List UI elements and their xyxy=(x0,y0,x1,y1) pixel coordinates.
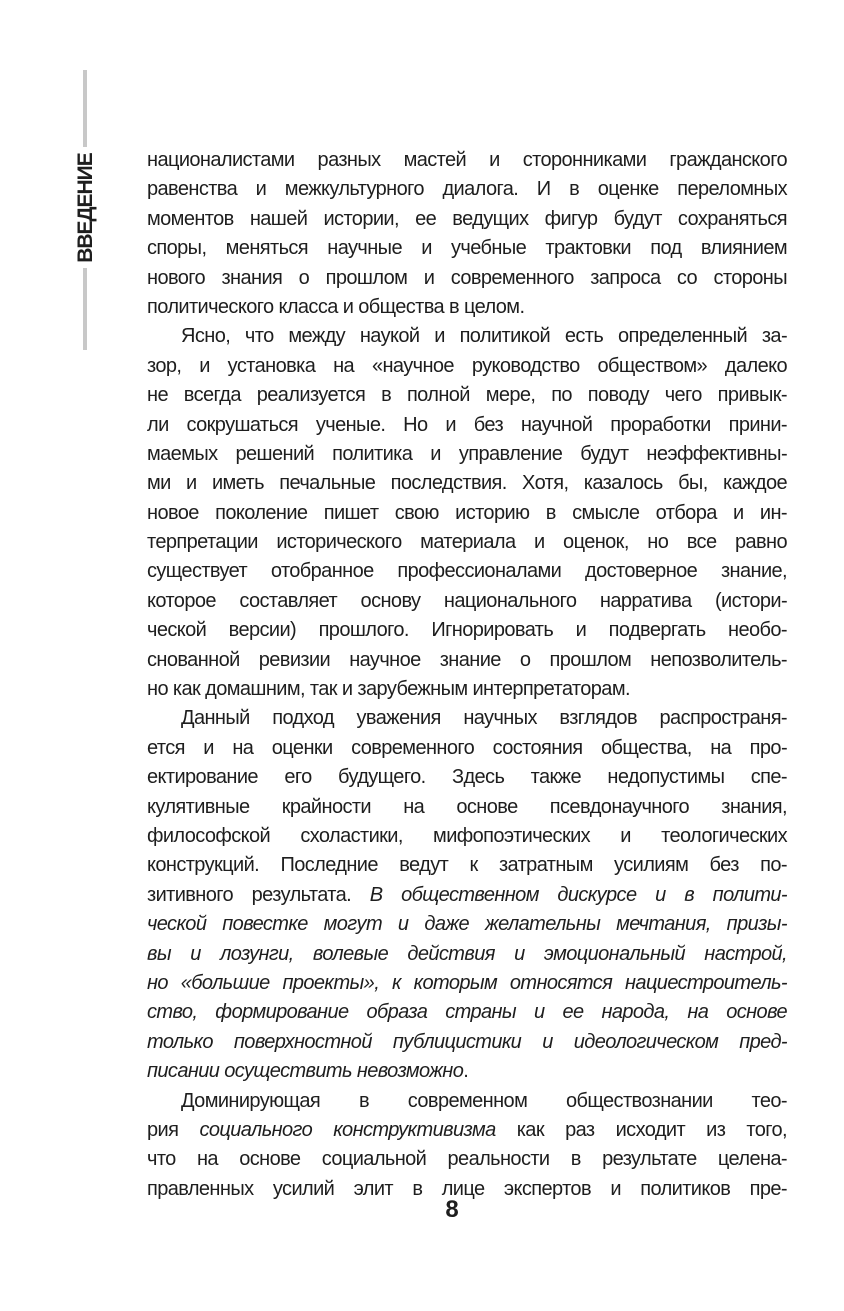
text-segment: зор, и установка на «научное руководство обществом» далеко xyxy=(147,354,787,377)
section-divider-top xyxy=(83,70,87,147)
text-line xyxy=(147,763,787,792)
text-segment: рия xyxy=(147,1118,200,1141)
text-line xyxy=(147,411,787,440)
text-line xyxy=(147,234,787,263)
section-divider-bottom xyxy=(83,268,87,350)
text-segment: конструкций. Последние ведут к затратным усилиям без по- xyxy=(147,854,787,877)
text-line xyxy=(147,146,787,175)
text-line xyxy=(147,352,787,381)
text-segment: не всегда реализуется в полной мере, по поводу чего привык- xyxy=(147,384,787,407)
text-line xyxy=(147,1087,787,1116)
page-number: 8 xyxy=(445,1196,459,1223)
text-line xyxy=(147,557,787,586)
text-segment: Данный подход уважения научных взглядов распространя- xyxy=(181,707,787,730)
text-segment: Доминирующая в современном обществознании тео- xyxy=(181,1089,787,1112)
text-line xyxy=(147,469,787,498)
text-line xyxy=(147,528,787,557)
text-line xyxy=(147,1145,787,1174)
text-segment: кулятивные крайности на основе псевдонаучного знания, xyxy=(147,795,787,818)
text-line xyxy=(147,587,787,616)
italic-text: ческой повестке могут и даже желательны мечтания, призы- xyxy=(147,913,787,936)
text-line xyxy=(147,793,787,822)
text-line xyxy=(147,322,787,351)
text-segment: маемых решений политика и управление будут неэффективны- xyxy=(147,442,787,465)
text-segment: ли сокрушаться ученые. Но и без научной проработки прини- xyxy=(147,413,787,436)
text-line xyxy=(147,440,787,469)
text-segment: политического класса и общества в целом. xyxy=(147,295,525,318)
italic-text: социального конструктивизма xyxy=(199,1118,496,1141)
text-line xyxy=(147,499,787,528)
text-line xyxy=(147,175,787,204)
text-segment: ми и иметь печальные последствия. Хотя, казалось бы, каждое xyxy=(147,472,787,495)
text-segment: терпретации исторического материала и оценок, но все равно xyxy=(147,531,787,554)
text-line xyxy=(147,1057,787,1086)
text-segment: как раз исходит из того, xyxy=(495,1118,787,1141)
text-segment: правленных усилий элит в лице экспертов и политиков пре- xyxy=(147,1177,787,1200)
italic-text: В общественном дискурсе и в полити- xyxy=(369,883,787,906)
text-segment: существует отобранное профессионалами достоверное знание, xyxy=(147,560,787,583)
text-line xyxy=(147,940,787,969)
text-line xyxy=(147,675,787,704)
text-segment: но как домашним, так и зарубежным интерпретаторам. xyxy=(147,678,630,701)
text-line xyxy=(147,646,787,675)
text-line xyxy=(147,205,787,234)
text-line xyxy=(147,881,787,910)
text-line xyxy=(147,293,787,322)
text-segment: ческой версии) прошлого. Игнорировать и подвергать необо- xyxy=(147,619,787,642)
text-line xyxy=(147,381,787,410)
text-line xyxy=(147,969,787,998)
text-line xyxy=(147,910,787,939)
text-segment: ется и на оценки современного состояния общества, на про- xyxy=(147,736,787,759)
text-line xyxy=(147,998,787,1027)
text-line xyxy=(147,851,787,880)
text-segment: что на основе социальной реальности в результате целена- xyxy=(147,1148,787,1171)
text-segment: философской схоластики, мифопоэтических и теологических xyxy=(147,824,787,847)
text-segment: моментов нашей истории, ее ведущих фигур будут сохраняться xyxy=(147,207,787,230)
text-segment: снованной ревизии научное знание о прошлом непозволитель- xyxy=(147,648,787,671)
text-segment: Ясно, что между наукой и политикой есть определенный за- xyxy=(181,325,787,348)
text-line xyxy=(147,734,787,763)
text-segment: нового знания о прошлом и современного запроса со стороны xyxy=(147,266,787,289)
text-segment: . xyxy=(463,1060,469,1083)
text-line xyxy=(147,1116,787,1145)
text-line xyxy=(147,616,787,645)
text-line xyxy=(147,704,787,733)
text-segment: зитивного результата. xyxy=(147,883,370,906)
text-line xyxy=(147,264,787,293)
text-segment: споры, меняться научные и учебные трактовки под влиянием xyxy=(147,237,787,260)
section-label: ВВЕДЕНИЕ xyxy=(74,153,97,263)
italic-text: писании осуществить невозможно xyxy=(147,1060,464,1083)
text-line xyxy=(147,822,787,851)
italic-text: ство, формирование образа страны и ее народа, на основе xyxy=(147,1001,787,1024)
italic-text: только поверхностной публицистики и идеологическом пред- xyxy=(147,1030,787,1053)
text-segment: которое составляет основу национального нарратива (истори- xyxy=(147,589,787,612)
text-segment: ектирование его будущего. Здесь также недопустимы спе- xyxy=(147,766,787,789)
italic-text: но «большие проекты», к которым относятся нациестроитель- xyxy=(147,971,787,994)
text-line xyxy=(147,1028,787,1057)
body-text xyxy=(147,146,787,1204)
text-segment: националистами разных мастей и сторонниками гражданского xyxy=(147,149,787,171)
text-segment: новое поколение пишет свою историю в смысле отбора и ин- xyxy=(147,501,787,524)
italic-text: вы и лозунги, волевые действия и эмоциональный настрой, xyxy=(147,942,787,965)
text-segment: равенства и межкультурного диалога. И в оценке переломных xyxy=(147,178,787,201)
